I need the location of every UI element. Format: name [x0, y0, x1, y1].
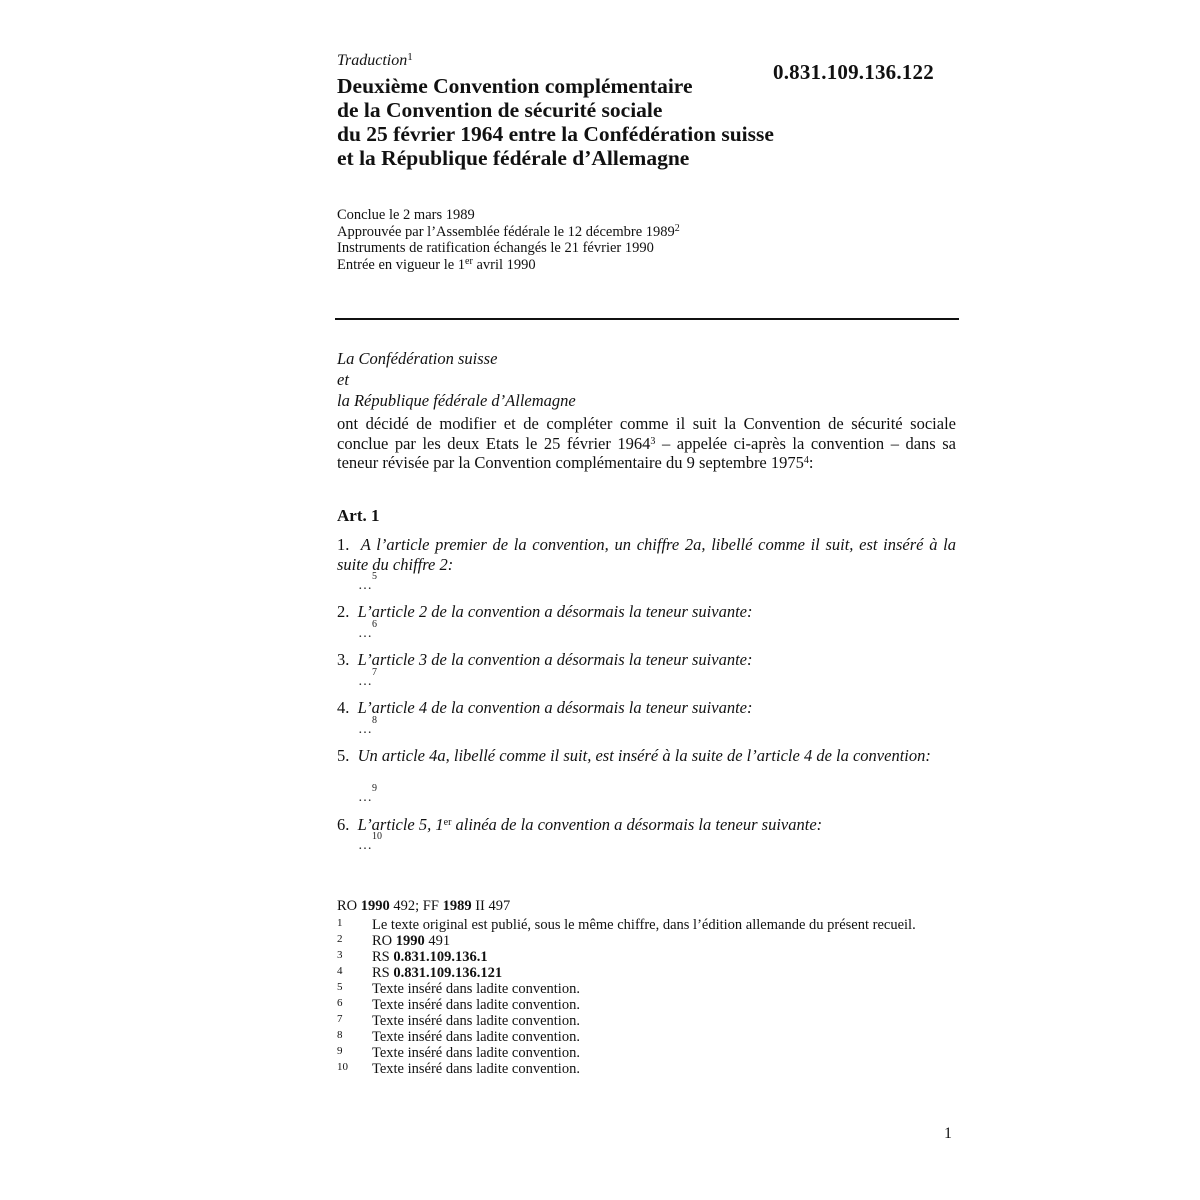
approval-date: [337, 224, 680, 241]
ellipsis-mark: …: [358, 838, 372, 853]
entry-prefix: Entrée en vigueur le 1: [337, 256, 466, 273]
sr-number: 0.831.109.136.122: [773, 60, 934, 84]
footnote-text: Texte inséré dans ladite convention.: [372, 981, 580, 997]
omitted-text: [358, 783, 377, 806]
ref-ff-year: 1989: [442, 898, 472, 914]
footnote-item: [337, 981, 957, 997]
item-number: 5.: [337, 746, 350, 765]
footnote-item: [337, 917, 957, 933]
footnote-ref-9[interactable]: 9: [372, 783, 377, 794]
footnote-item: [337, 997, 957, 1013]
item-text-before: L’article 5, 1: [357, 815, 444, 834]
footnote-number: 1: [337, 917, 343, 929]
ref-ff-page: II 497: [471, 898, 511, 914]
concluded-date: Conclue le 2 mars 1989: [337, 207, 475, 223]
footnote-ref-3[interactable]: 3: [650, 435, 656, 447]
approval-text: Approuvée par l’Assemblée fédérale le 12 décembre 1989: [337, 223, 675, 240]
footnote-number: 6: [337, 997, 343, 1009]
omitted-text: [358, 667, 377, 690]
ellipsis-mark: …: [358, 790, 372, 805]
party-1: La Confédération suisse: [337, 349, 498, 368]
footnote-ref-7[interactable]: 7: [372, 667, 377, 678]
party-2: la République fédérale d’Allemagne: [337, 391, 576, 410]
footnote-text: [372, 965, 957, 981]
item-text-after: alinéa de la convention a désormais la teneur suivante:: [451, 815, 823, 834]
omitted-text: [358, 619, 377, 642]
entry-suffix: avril 1990: [472, 256, 536, 273]
omitted-text: [358, 715, 377, 738]
item-number: 6.: [337, 815, 350, 834]
item-text: A l’article premier de la convention, un chiffre 2a, libellé comme il suit, est inséré à la suite du chiffre 2:: [337, 535, 956, 574]
footnote-text: Texte inséré dans ladite convention.: [372, 997, 580, 1013]
footnote-item: [337, 949, 957, 965]
contracting-parties: [337, 348, 576, 411]
entry-ordinal: er: [465, 255, 473, 267]
title-line: Deuxième Convention complémentaire: [337, 74, 693, 98]
document-metadata: [337, 207, 680, 273]
footnote-text: Texte inséré dans ladite convention.: [372, 1029, 580, 1045]
ref-ro-page: 492; FF: [389, 898, 443, 914]
footnote-ref-10[interactable]: 10: [372, 831, 382, 842]
horizontal-rule: [335, 318, 959, 320]
item-text: L’article 2 de la convention a désormais la teneur suivante:: [357, 602, 753, 621]
footnote-text: Texte inséré dans ladite convention.: [372, 1045, 580, 1061]
article-item: [337, 535, 956, 574]
footnote-ref-5[interactable]: 5: [372, 571, 377, 582]
footnote-number: 8: [337, 1029, 343, 1041]
footnote-ref-8[interactable]: 8: [372, 715, 377, 726]
omitted-text: [358, 571, 377, 594]
title-line: et la République fédérale d’Allemagne: [337, 146, 690, 170]
footnote-item: [337, 1013, 957, 1029]
footnote-text: Texte inséré dans ladite convention.: [372, 1061, 580, 1077]
footnote-bold: 1990: [395, 933, 425, 949]
footnote-bold: 0.831.109.136.121: [393, 965, 503, 981]
footnote-prefix: RO: [372, 933, 396, 949]
footnote-item: [337, 965, 957, 981]
article-item: [337, 650, 956, 670]
footnote-ref-4[interactable]: 4: [803, 455, 809, 466]
footnote-item: [337, 1045, 957, 1061]
preamble-paragraph: [337, 414, 956, 473]
footnote-number: 4: [337, 965, 343, 977]
footnote-text: [372, 949, 957, 965]
article-item: [337, 698, 956, 718]
title-line: de la Convention de sécurité sociale: [337, 98, 663, 122]
footnote-item: [337, 1061, 957, 1077]
item-text: [358, 815, 823, 834]
footnote-bold: 0.831.109.136.1: [393, 949, 488, 965]
preamble-text-1: ont décidé de modifier et de compléter comme il suit la Convention de sécurité sociale conclue par les deux Etats le 25 février 1964: [337, 414, 956, 453]
ratification-date: Instruments de ratification échangés le 21 février 1990: [337, 240, 654, 256]
ellipsis-mark: …: [358, 674, 372, 689]
footnote-ref-2[interactable]: 2: [674, 222, 680, 234]
footnote-ref-6[interactable]: 6: [372, 619, 377, 630]
party-conjunction: et: [337, 370, 349, 389]
preamble-text-3: :: [808, 453, 814, 472]
ellipsis-mark: …: [358, 626, 372, 641]
footnote-number: 10: [337, 1061, 348, 1073]
article-item: [337, 602, 956, 622]
preamble-text-2: – appelée ci-après la convention – dans sa teneur révisée par la Convention complémentaire du 9 septembre 1975: [337, 433, 957, 472]
footnote-item: [337, 933, 957, 949]
footnotes-list: [337, 917, 957, 1077]
ellipsis-mark: …: [358, 578, 372, 593]
publication-reference: [337, 898, 510, 915]
footnote-prefix: RS: [372, 965, 394, 981]
page-number: 1: [944, 1125, 952, 1142]
item-number: 1.: [337, 535, 350, 554]
item-number: 4.: [337, 698, 350, 717]
document-title: [337, 74, 857, 170]
translation-label: [337, 52, 413, 70]
footnote-number: 9: [337, 1045, 343, 1057]
article-title: Art. 1: [337, 506, 380, 525]
footnote-ref-1[interactable]: 1: [407, 51, 413, 63]
footnote-text: Texte inséré dans ladite convention.: [372, 1013, 580, 1029]
footnote-text: Le texte original est publié, sous le même chiffre, dans l’édition allemande du présent recueil.: [372, 917, 916, 933]
translation-text: Traduction: [337, 52, 408, 69]
ref-ro-year: 1990: [360, 898, 390, 914]
footnote-number: 2: [337, 933, 343, 945]
item-text: Un article 4a, libellé comme il suit, est inséré à la suite de l’article 4 de la convention:: [357, 746, 931, 765]
ref-ro-label: RO: [337, 898, 361, 914]
entry-into-force: [337, 257, 680, 274]
article-item: [337, 746, 956, 766]
item-ordinal: er: [443, 817, 452, 828]
footnote-number: 3: [337, 949, 343, 961]
omitted-text: [358, 831, 382, 854]
item-number: 2.: [337, 602, 350, 621]
item-number: 3.: [337, 650, 350, 669]
footnote-number: 5: [337, 981, 343, 993]
footnote-item: [337, 1029, 957, 1045]
ellipsis-mark: …: [358, 722, 372, 737]
article-item: [337, 815, 956, 835]
title-line: du 25 février 1964 entre la Confédération suisse: [337, 122, 774, 146]
footnote-suffix: 491: [424, 933, 451, 949]
footnote-prefix: RS: [372, 949, 394, 965]
item-text: L’article 3 de la convention a désormais la teneur suivante:: [357, 650, 753, 669]
footnote-text: [372, 933, 957, 949]
item-text: L’article 4 de la convention a désormais la teneur suivante:: [357, 698, 753, 717]
footnote-number: 7: [337, 1013, 343, 1025]
